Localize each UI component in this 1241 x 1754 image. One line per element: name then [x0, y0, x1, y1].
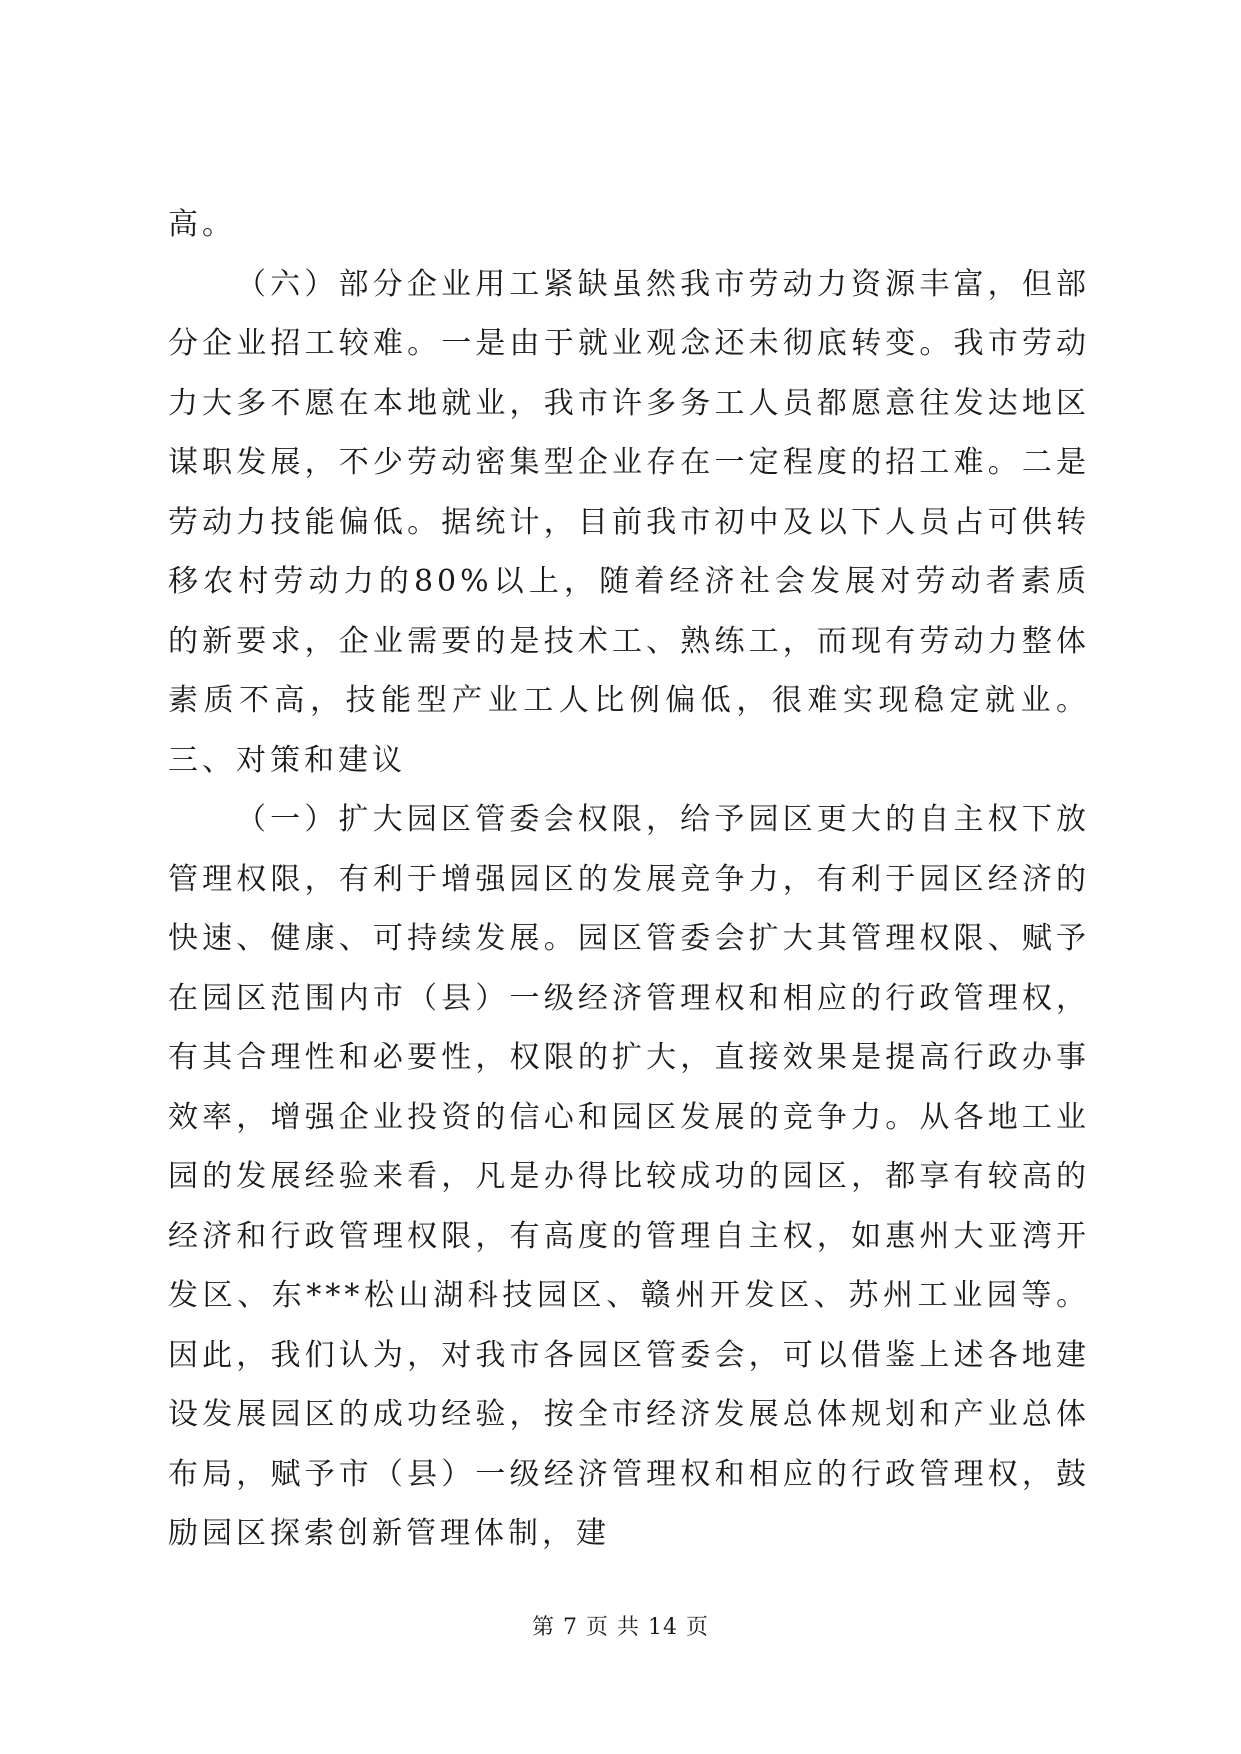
paragraph-park-authority: （一）扩大园区管委会权限，给予园区更大的自主权下放管理权限，有利于增强园区的发展竞争力，有利于园区经济的快速、健康、可持续发展。园区管委会扩大其管理权限、赋予在园区范围内市（县）一级经济管理权和相应的行政管理权，有其合理性和必要性，权限的扩大，直接效果是提高行政办事效率，增强企业投资的信心和园区发展的竞争力。从各地工业园的发展经验来看，凡是办得比较成功的园区，都享有较高的经济和行政管理权限，有高度的管理自主权，如惠州大亚湾开发区、东***松山湖科技园区、赣州开发区、苏州工业园等。因此，我们认为，对我市各园区管委会，可以借鉴上述各地建设发展园区的成功经验，按全市经济发展总体规划和产业总体布局，赋予市（县）一级经济管理权和相应的行政管理权，鼓励园区探索创新管理体制，建 [168, 802, 1090, 1551]
paragraph-continuation: 高。 [168, 207, 236, 242]
page-number-footer: 第 7 页 共 14 页 [532, 1615, 709, 1640]
document-body [168, 195, 1090, 1564]
paragraph-labor-shortage: （六）部分企业用工紧缺虽然我市劳动力资源丰富，但部分企业招工较难。一是由于就业观念还未彻底转变。我市劳动力大多不愿在本地就业，我市许多务工人员都愿意往发达地区谋职发展，不少劳动密集型企业存在一定程度的招工难。二是劳动力技能偏低。据统计，目前我市初中及以下人员占可供转移农村劳动力的80%以上，随着经济社会发展对劳动者素质的新要求，企业需要的是技术工、熟练工，而现有劳动力整体素质不高，技能型产业工人比例偏低，很难实现稳定就业。三、对策和建议 [168, 266, 1090, 778]
